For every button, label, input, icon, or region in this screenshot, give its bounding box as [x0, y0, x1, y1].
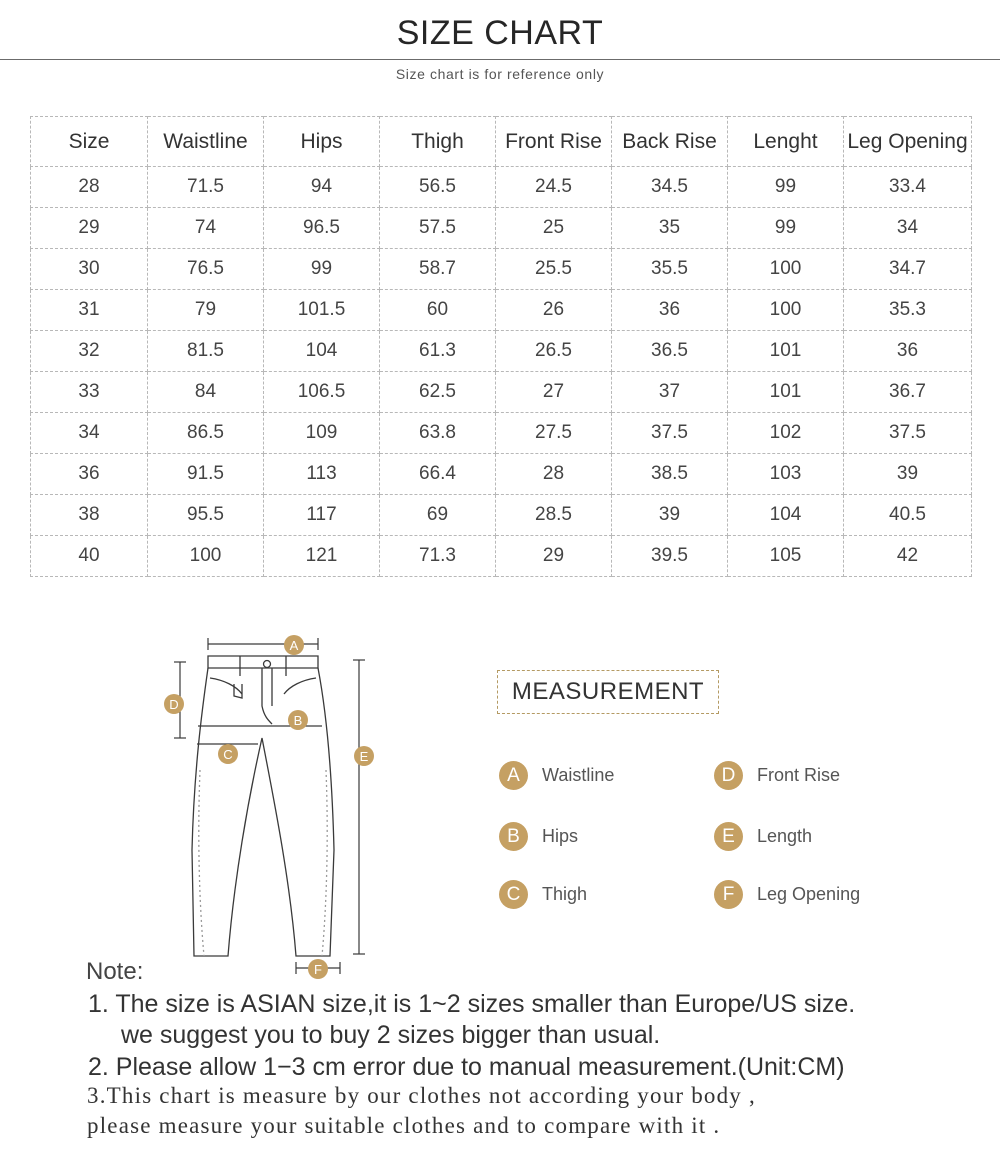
legend-label: Thigh — [542, 883, 588, 904]
note-title: Note: — [86, 958, 144, 985]
table-row — [31, 454, 972, 495]
table-cell: 71.3 — [380, 536, 496, 577]
legend-item-thigh — [499, 879, 587, 909]
table-cell: 76.5 — [148, 249, 264, 290]
table-cell: 100 — [148, 536, 264, 577]
legend-item-front-rise — [714, 760, 840, 790]
legend-badge: E — [714, 822, 743, 851]
table-cell: 84 — [148, 372, 264, 413]
measurement-heading: MEASUREMENT — [497, 670, 719, 714]
table-row — [31, 372, 972, 413]
note-line-2: 2. Please allow 1−3 cm error due to manual measurement.(Unit:CM) — [88, 1053, 845, 1081]
table-cell: 26.5 — [496, 331, 612, 372]
svg-text:C: C — [223, 747, 233, 762]
table-cell: 104 — [728, 495, 844, 536]
table-row — [31, 208, 972, 249]
column-header: Front Rise — [496, 117, 612, 167]
table-cell: 104 — [264, 331, 380, 372]
table-row — [31, 167, 972, 208]
table-row — [31, 290, 972, 331]
pants-outline — [192, 656, 334, 956]
table-cell: 28.5 — [496, 495, 612, 536]
legend-label: Hips — [542, 825, 579, 846]
column-header: Hips — [264, 117, 380, 167]
table-cell: 71.5 — [148, 167, 264, 208]
table-cell: 69 — [380, 495, 496, 536]
legend-badge: D — [714, 761, 743, 790]
table-cell: 81.5 — [148, 331, 264, 372]
table-cell: 121 — [264, 536, 380, 577]
note-line-1: 1. The size is ASIAN size,it is 1~2 sizes smaller than Europe/US size. — [88, 990, 856, 1018]
table-cell: 74 — [148, 208, 264, 249]
svg-text:F: F — [314, 962, 322, 977]
legend-badge: F — [714, 880, 743, 909]
table-cell: 95.5 — [148, 495, 264, 536]
table-cell: 101 — [728, 372, 844, 413]
table-cell: 25 — [496, 208, 612, 249]
table-cell: 96.5 — [264, 208, 380, 249]
table-cell: 34 — [844, 208, 972, 249]
legend-label: Leg Opening — [757, 883, 861, 904]
legend-badge: B — [499, 822, 528, 851]
table-cell: 35 — [612, 208, 728, 249]
note-line-3: 3.This chart is measure by our clothes not according your body , — [87, 1083, 756, 1108]
column-header: Size — [31, 117, 148, 167]
table-row — [31, 413, 972, 454]
table-cell: 40.5 — [844, 495, 972, 536]
legend-label: Waistline — [542, 764, 615, 785]
table-header-row — [31, 117, 972, 167]
table-cell: 26 — [496, 290, 612, 331]
svg-text:B: B — [293, 713, 303, 728]
table-cell: 100 — [728, 249, 844, 290]
table-cell: 31 — [31, 290, 148, 331]
page-title: SIZE CHART — [396, 14, 604, 52]
title-divider — [0, 59, 1000, 60]
table-cell: 99 — [728, 167, 844, 208]
table-cell: 24.5 — [496, 167, 612, 208]
column-header: Lenght — [728, 117, 844, 167]
table-cell: 38 — [31, 495, 148, 536]
svg-text:E: E — [359, 749, 369, 764]
table-cell: 101 — [728, 331, 844, 372]
legend-label: Front Rise — [757, 764, 841, 785]
note-line-3b: please measure your suitable clothes and to compare with it . — [87, 1113, 721, 1138]
table-cell: 63.8 — [380, 413, 496, 454]
table-cell: 34.7 — [844, 249, 972, 290]
table-cell: 32 — [31, 331, 148, 372]
table-cell: 29 — [31, 208, 148, 249]
table-cell: 36 — [612, 290, 728, 331]
table-cell: 101.5 — [264, 290, 380, 331]
legend-badge: C — [499, 880, 528, 909]
table-row — [31, 495, 972, 536]
table-cell: 35.3 — [844, 290, 972, 331]
table-cell: 86.5 — [148, 413, 264, 454]
pants-diagram-icon — [150, 620, 390, 980]
table-cell: 100 — [728, 290, 844, 331]
legend-item-waistline — [499, 760, 614, 790]
legend-item-leg-opening — [714, 879, 860, 909]
table-cell: 39 — [844, 454, 972, 495]
column-header: Thigh — [380, 117, 496, 167]
table-cell: 91.5 — [148, 454, 264, 495]
table-cell: 27 — [496, 372, 612, 413]
table-cell: 61.3 — [380, 331, 496, 372]
legend-item-hips — [499, 821, 578, 851]
table-cell: 36 — [31, 454, 148, 495]
legend-badge: A — [499, 761, 528, 790]
table-cell: 34.5 — [612, 167, 728, 208]
table-cell: 37.5 — [612, 413, 728, 454]
table-cell: 33.4 — [844, 167, 972, 208]
table-body — [31, 167, 972, 577]
table-cell: 28 — [31, 167, 148, 208]
table-row — [31, 331, 972, 372]
table-cell: 79 — [148, 290, 264, 331]
table-cell: 28 — [496, 454, 612, 495]
legend-item-length — [714, 821, 812, 851]
table-cell: 34 — [31, 413, 148, 454]
table-cell: 37.5 — [844, 413, 972, 454]
column-header: Leg Opening — [844, 117, 972, 167]
pants-diagram — [150, 620, 390, 980]
table-cell: 109 — [264, 413, 380, 454]
table-cell: 56.5 — [380, 167, 496, 208]
table-cell: 36.5 — [612, 331, 728, 372]
svg-text:D: D — [169, 697, 179, 712]
table-cell: 99 — [264, 249, 380, 290]
table-cell: 66.4 — [380, 454, 496, 495]
size-chart-table — [30, 116, 972, 577]
column-header: Back Rise — [612, 117, 728, 167]
page-subtitle: Size chart is for reference only — [395, 66, 605, 82]
table-cell: 113 — [264, 454, 380, 495]
column-header: Waistline — [148, 117, 264, 167]
svg-text:A: A — [289, 638, 299, 653]
table-cell: 62.5 — [380, 372, 496, 413]
table-cell: 30 — [31, 249, 148, 290]
table-cell: 38.5 — [612, 454, 728, 495]
table-cell: 94 — [264, 167, 380, 208]
table-cell: 58.7 — [380, 249, 496, 290]
table-cell: 25.5 — [496, 249, 612, 290]
table-cell: 42 — [844, 536, 972, 577]
table-cell: 27.5 — [496, 413, 612, 454]
table-cell: 103 — [728, 454, 844, 495]
table-row — [31, 249, 972, 290]
table-cell: 35.5 — [612, 249, 728, 290]
table-cell: 40 — [31, 536, 148, 577]
table-cell: 39.5 — [612, 536, 728, 577]
table-cell: 29 — [496, 536, 612, 577]
note-line-1b: we suggest you to buy 2 sizes bigger than usual. — [121, 1021, 661, 1049]
table-cell: 33 — [31, 372, 148, 413]
table-cell: 36.7 — [844, 372, 972, 413]
table-cell: 57.5 — [380, 208, 496, 249]
legend-label: Length — [757, 825, 813, 846]
table-cell: 102 — [728, 413, 844, 454]
table-cell: 99 — [728, 208, 844, 249]
table-cell: 36 — [844, 331, 972, 372]
table-cell: 39 — [612, 495, 728, 536]
table-cell: 37 — [612, 372, 728, 413]
measurement-lines — [174, 638, 365, 974]
table-cell: 105 — [728, 536, 844, 577]
table-cell: 60 — [380, 290, 496, 331]
table-row — [31, 536, 972, 577]
table-cell: 106.5 — [264, 372, 380, 413]
diagram-markers — [164, 635, 374, 979]
table-cell: 117 — [264, 495, 380, 536]
